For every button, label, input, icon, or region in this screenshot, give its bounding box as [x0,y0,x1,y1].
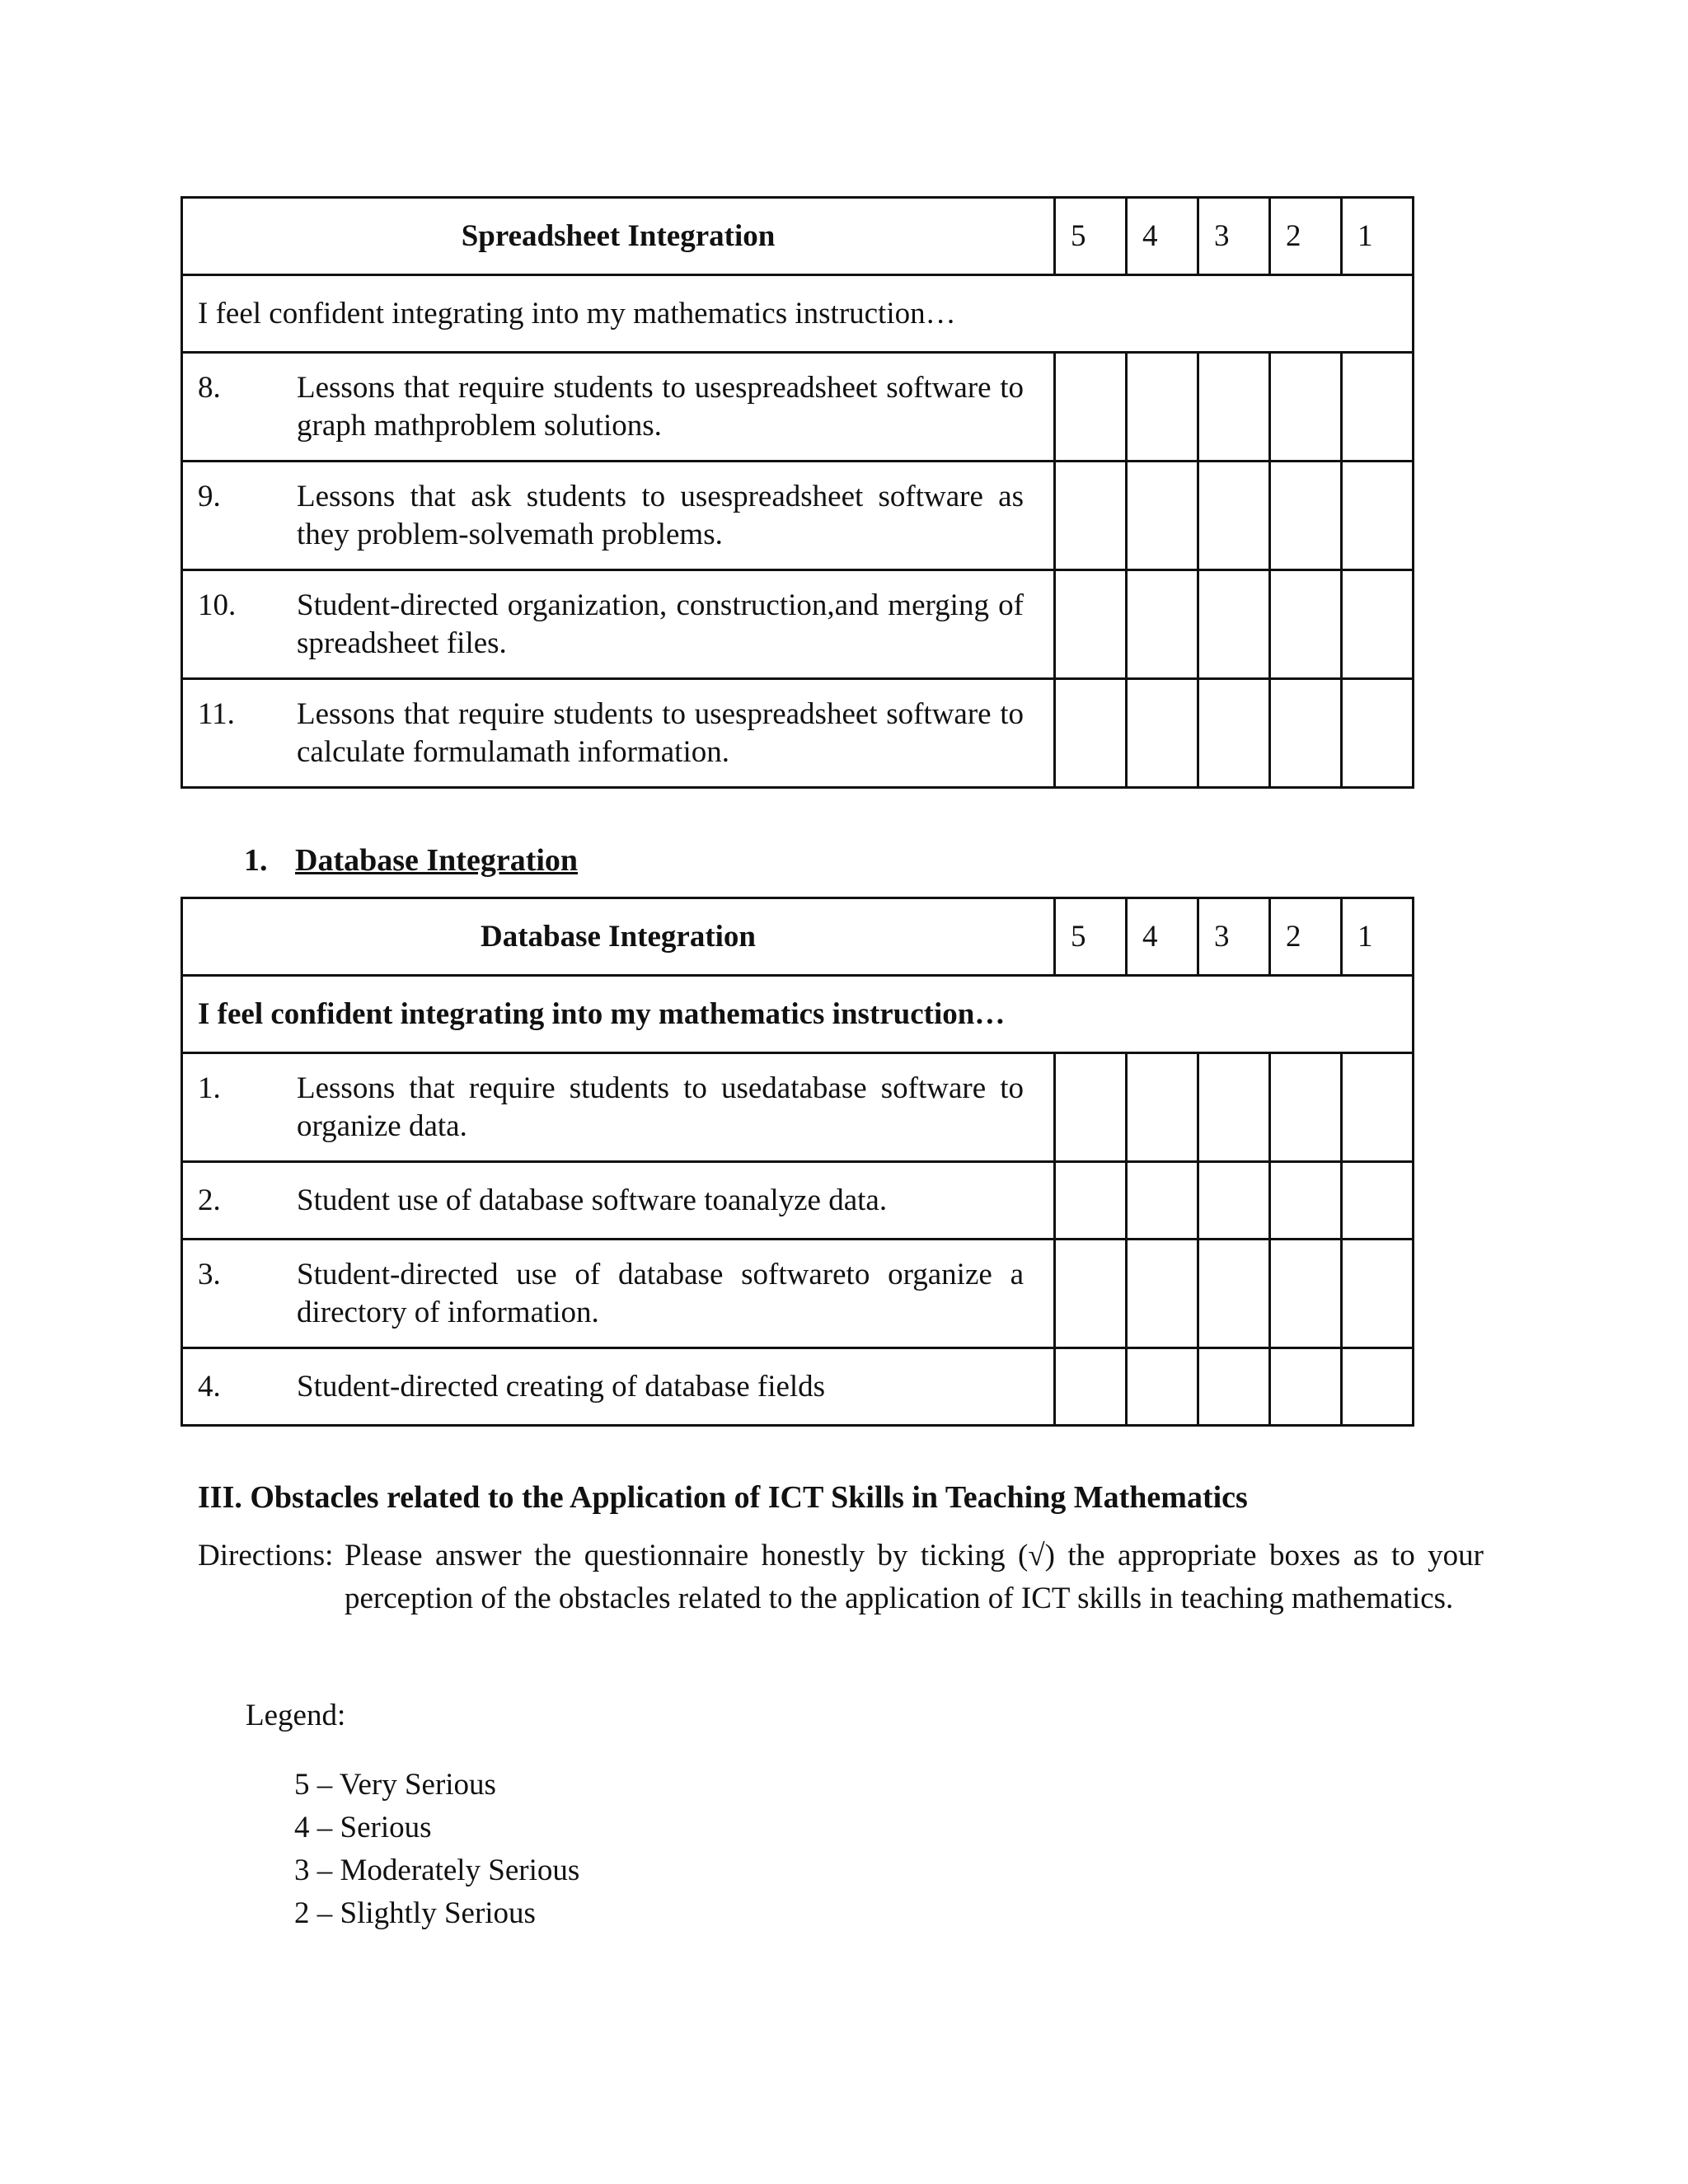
table-stem: I feel confident integrating into my mathematics instruction… [182,275,1414,353]
scale-3: 3 [1198,898,1270,976]
rating-checkbox[interactable] [1342,1240,1414,1348]
scale-3: 3 [1198,198,1270,275]
item-number: 8. [198,370,221,405]
scale-4: 4 [1127,898,1198,976]
directions-label: Directions: [198,1539,334,1572]
rating-checkbox[interactable] [1270,353,1342,462]
item-text: Student-directed use of database softwareto organize a directory of information. [297,1257,1024,1329]
item-number: 11. [198,696,235,731]
item-number: 10. [198,588,237,622]
table-row [182,1240,1414,1348]
rating-checkbox[interactable] [1198,462,1270,570]
rating-checkbox[interactable] [1342,353,1414,462]
table-row [182,679,1414,788]
rating-checkbox[interactable] [1270,1162,1342,1240]
heading-title: Database Integration [295,843,579,878]
legend-label: Legend: [246,1699,346,1732]
rating-checkbox[interactable] [1270,462,1342,570]
rating-checkbox[interactable] [1270,1053,1342,1162]
rating-checkbox[interactable] [1055,1162,1127,1240]
rating-checkbox[interactable] [1127,679,1198,788]
rating-checkbox[interactable] [1198,570,1270,679]
rating-checkbox[interactable] [1342,462,1414,570]
rating-checkbox[interactable] [1055,1053,1127,1162]
item-text: Lessons that ask students to usespreadsheet software as they problem-solvemath problems. [297,479,1024,551]
item-text: Student use of database software toanalyze data. [297,1183,888,1217]
item-number: 1. [198,1071,221,1105]
item-number: 2. [198,1183,221,1217]
rating-checkbox[interactable] [1342,679,1414,788]
rating-checkbox[interactable] [1198,1240,1270,1348]
table-row [182,353,1414,462]
table-title: Spreadsheet Integration [182,198,1055,275]
rating-checkbox[interactable] [1055,1240,1127,1348]
table-title: Database Integration [182,898,1055,976]
rating-checkbox[interactable] [1198,1348,1270,1426]
rating-checkbox[interactable] [1127,1053,1198,1162]
rating-checkbox[interactable] [1055,353,1127,462]
rating-checkbox[interactable] [1127,1348,1198,1426]
scale-5: 5 [1055,198,1127,275]
rating-checkbox[interactable] [1342,1053,1414,1162]
item-text: Student-directed organization, construction,and merging of spreadsheet files. [297,588,1024,660]
table-stem: I feel confident integrating into my mathematics instruction… [182,976,1414,1053]
rating-checkbox[interactable] [1127,462,1198,570]
item-text: Student-directed creating of database fields [297,1369,826,1404]
rating-checkbox[interactable] [1270,679,1342,788]
database-section-heading [244,842,578,879]
scale-5: 5 [1055,898,1127,976]
rating-checkbox[interactable] [1055,462,1127,570]
rating-checkbox[interactable] [1055,570,1127,679]
scale-1: 1 [1342,898,1414,976]
rating-checkbox[interactable] [1270,1348,1342,1426]
item-number: 3. [198,1257,221,1291]
item-number: 4. [198,1369,221,1404]
spreadsheet-integration-table [181,196,1414,789]
table-row [182,1053,1414,1162]
rating-checkbox[interactable] [1342,1348,1414,1426]
legend-item: 5 – Very Serious [294,1768,496,1802]
scale-4: 4 [1127,198,1198,275]
rating-checkbox[interactable] [1127,570,1198,679]
rating-checkbox[interactable] [1270,570,1342,679]
table-row [182,462,1414,570]
heading-number: 1. [244,843,268,878]
scale-1: 1 [1342,198,1414,275]
item-text: Lessons that require students to usedatabase software to organize data. [297,1071,1024,1143]
item-text: Lessons that require students to usespreadsheet software to graph mathproblem solutions. [297,370,1024,443]
section-title: III. Obstacles related to the Application of ICT Skills in Teaching Mathematics [198,1480,1248,1515]
rating-checkbox[interactable] [1055,679,1127,788]
legend-item: 2 – Slightly Serious [294,1896,536,1930]
legend-item: 4 – Serious [294,1811,432,1844]
rating-checkbox[interactable] [1198,679,1270,788]
table-row [182,570,1414,679]
rating-checkbox[interactable] [1342,570,1414,679]
rating-checkbox[interactable] [1270,1240,1342,1348]
table-row [182,1162,1414,1240]
rating-checkbox[interactable] [1198,1053,1270,1162]
rating-checkbox[interactable] [1198,353,1270,462]
legend-item: 3 – Moderately Serious [294,1854,580,1887]
rating-checkbox[interactable] [1342,1162,1414,1240]
rating-checkbox[interactable] [1198,1162,1270,1240]
item-number: 9. [198,479,221,513]
database-integration-table [181,897,1414,1427]
directions-text: Please answer the questionnaire honestly by ticking (√) the appropriate boxes as to your perception of the obstacles related to the application of ICT skills in teaching mathematics. [345,1539,1484,1615]
scale-2: 2 [1270,898,1342,976]
item-text: Lessons that require students to usespreadsheet software to calculate formulamath information. [297,696,1024,769]
legend-list [294,1764,579,1935]
scale-2: 2 [1270,198,1342,275]
rating-checkbox[interactable] [1127,1240,1198,1348]
rating-checkbox[interactable] [1127,1162,1198,1240]
rating-checkbox[interactable] [1055,1348,1127,1426]
directions [198,1535,1484,1620]
rating-checkbox[interactable] [1127,353,1198,462]
table-row [182,1348,1414,1426]
